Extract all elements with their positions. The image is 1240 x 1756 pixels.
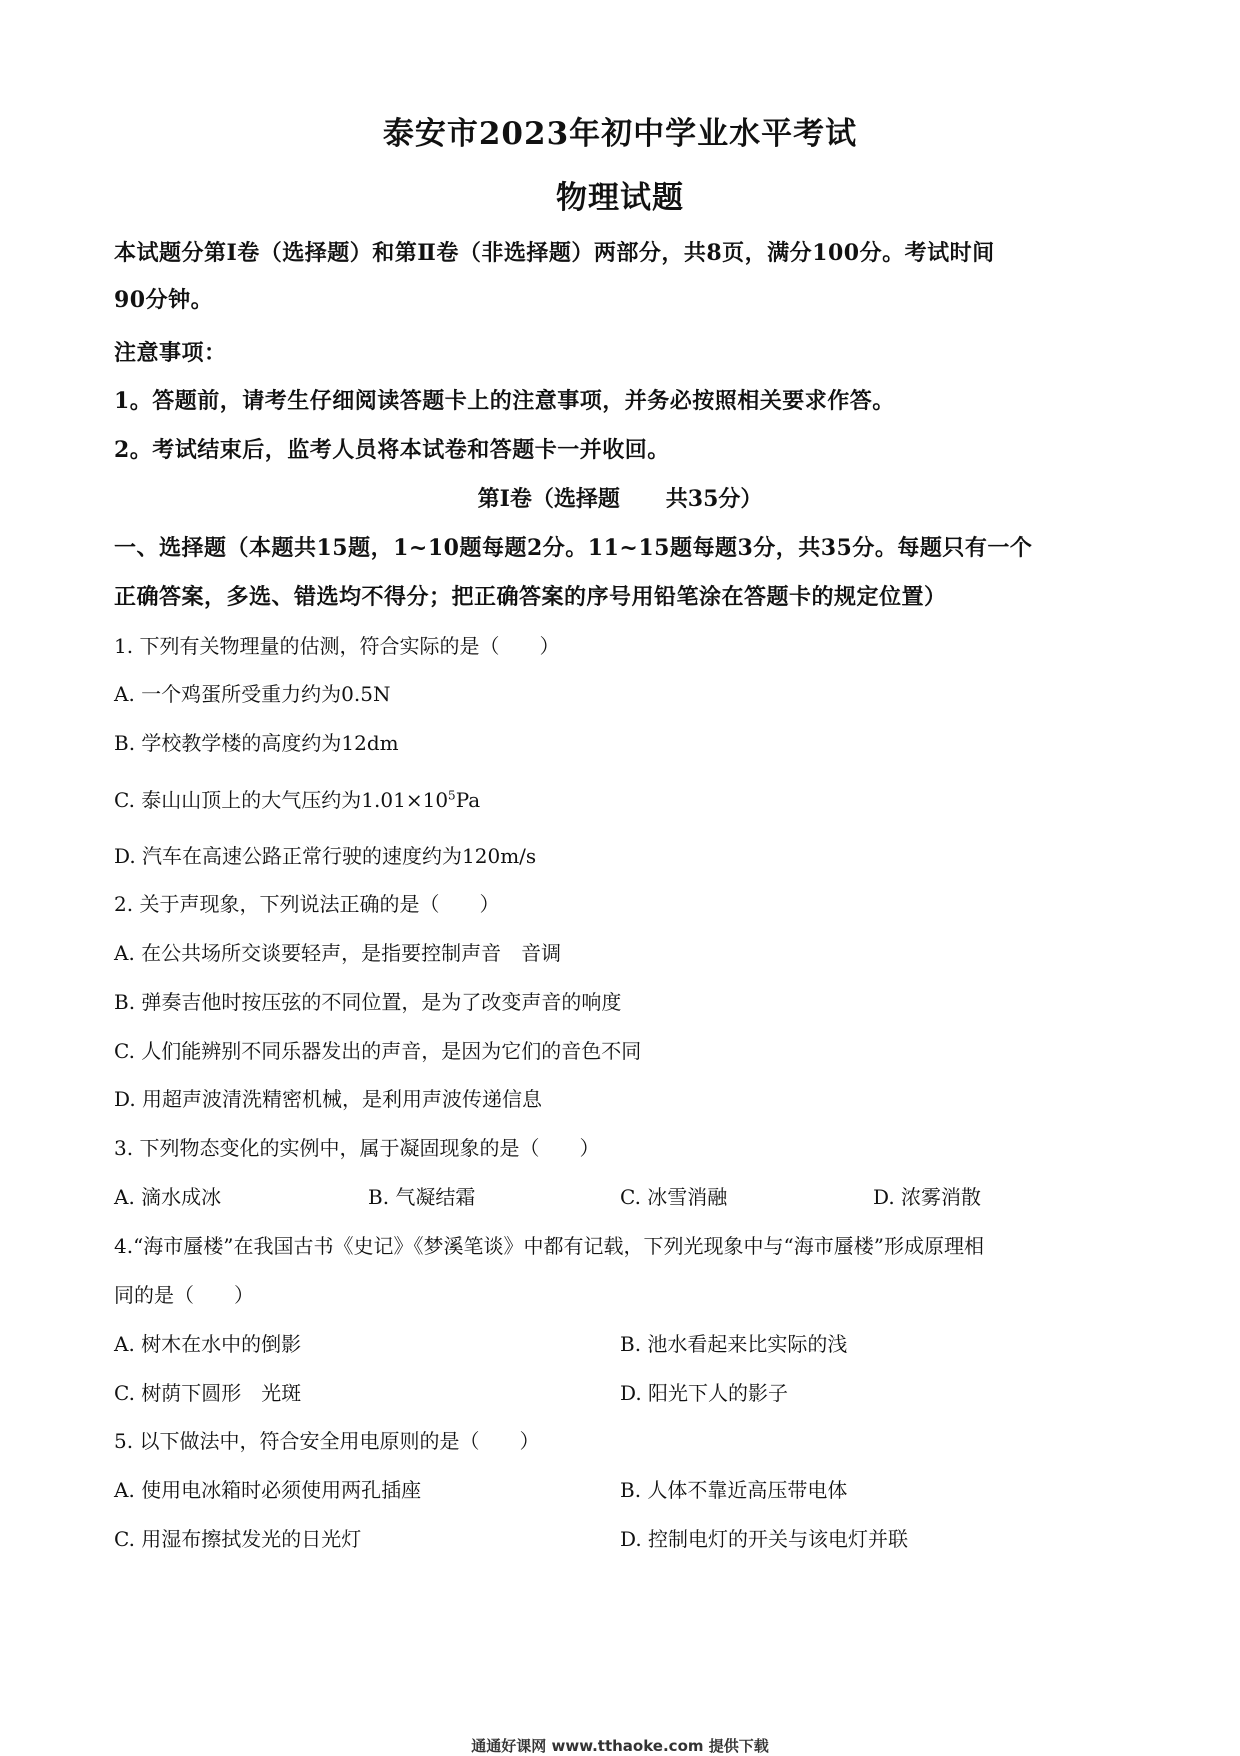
question-2-option-b: B. 弹奏吉他时按压弦的不同位置，是为了改变声音的响度 xyxy=(114,990,622,1014)
question-1-option-a: A. 一个鸡蛋所受重力约为0.5N xyxy=(114,682,391,706)
question-1-option-b: B. 学校教学楼的高度约为12dm xyxy=(114,731,399,755)
question-3-stem: 3. 下列物态变化的实例中，属于凝固现象的是（ ） xyxy=(114,1136,600,1160)
question-5-option-c: C. 用湿布擦拭发光的日光灯 xyxy=(114,1527,362,1551)
notice-item-2: 2。考试结束后，监考人员将本试卷和答题卡一并收回。 xyxy=(114,437,670,463)
question-3-option-c: C. 冰雪消融 xyxy=(620,1185,728,1209)
question-5-option-a: A. 使用电冰箱时必须使用两孔插座 xyxy=(114,1478,422,1502)
question-4-option-d: D. 阳光下人的影子 xyxy=(620,1381,789,1405)
question-1-option-d: D. 汽车在高速公路正常行驶的速度约为120m/s xyxy=(114,844,537,868)
question-2-stem: 2. 关于声现象，下列说法正确的是（ ） xyxy=(114,892,500,916)
question-4-option-a: A. 树木在水中的倒影 xyxy=(114,1332,302,1356)
part-heading-line-2: 正确答案，多选、错选均不得分；把正确答案的序号用铅笔涂在答题卡的规定位置） xyxy=(114,584,947,610)
notice-item-1: 1。答题前，请考生仔细阅读答题卡上的注意事项，并务必按照相关要求作答。 xyxy=(114,388,895,414)
question-2-option-a: A. 在公共场所交谈要轻声，是指要控制声音 音调 xyxy=(114,941,562,965)
question-1-stem: 1. 下列有关物理量的估测，符合实际的是（ ） xyxy=(114,634,560,658)
notice-heading: 注意事项： xyxy=(114,340,227,366)
unit: Pa xyxy=(455,788,481,812)
question-1-option-c xyxy=(114,784,480,813)
question-5-stem: 5. 以下做法中，符合安全用电原则的是（ ） xyxy=(114,1429,540,1453)
question-4-option-b: B. 池水看起来比实际的浅 xyxy=(620,1332,848,1356)
question-2-option-d: D. 用超声波清洗精密机械，是利用声波传递信息 xyxy=(114,1087,543,1111)
option-c-text: C. 泰山山顶上的大气压约为1.01×10 xyxy=(114,788,449,812)
footer-source: 通通好课网 www.tthaoke.com 提供下载 xyxy=(471,1737,769,1755)
exam-subtitle: 物理试题 xyxy=(556,180,684,216)
question-5-option-b: B. 人体不靠近高压带电体 xyxy=(620,1478,848,1502)
question-3-option-a: A. 滴水成冰 xyxy=(114,1185,222,1209)
question-4-option-c: C. 树荫下圆形 光斑 xyxy=(114,1381,302,1405)
question-4-stem-line-2: 同的是（ ） xyxy=(114,1283,254,1307)
question-5-option-d: D. 控制电灯的开关与该电灯并联 xyxy=(620,1527,909,1551)
question-2-option-c: C. 人们能辨别不同乐器发出的声音，是因为它们的音色不同 xyxy=(114,1039,642,1063)
section-title: 第Ⅰ卷（选择题 共35分） xyxy=(477,486,763,512)
question-3-option-b: B. 气凝结霜 xyxy=(368,1185,476,1209)
intro-line-2: 90分钟。 xyxy=(114,287,214,313)
exponent: 5 xyxy=(448,788,456,803)
part-heading-line-1: 一、选择题（本题共15题，1~10题每题2分。11~15题每题3分，共35分。每题只有一个 xyxy=(114,535,1033,561)
exam-title: 泰安市2023年初中学业水平考试 xyxy=(382,116,858,152)
question-3-option-d: D. 浓雾消散 xyxy=(873,1185,982,1209)
question-4-stem-line-1: 4.“海市蜃楼”在我国古书《史记》《梦溪笔谈》中都有记载，下列光现象中与“海市蜃楼”形成原理相 xyxy=(114,1234,984,1258)
intro-line-1: 本试题分第Ⅰ卷（选择题）和第Ⅱ卷（非选择题）两部分，共8页，满分100分。考试时间 xyxy=(114,240,995,266)
